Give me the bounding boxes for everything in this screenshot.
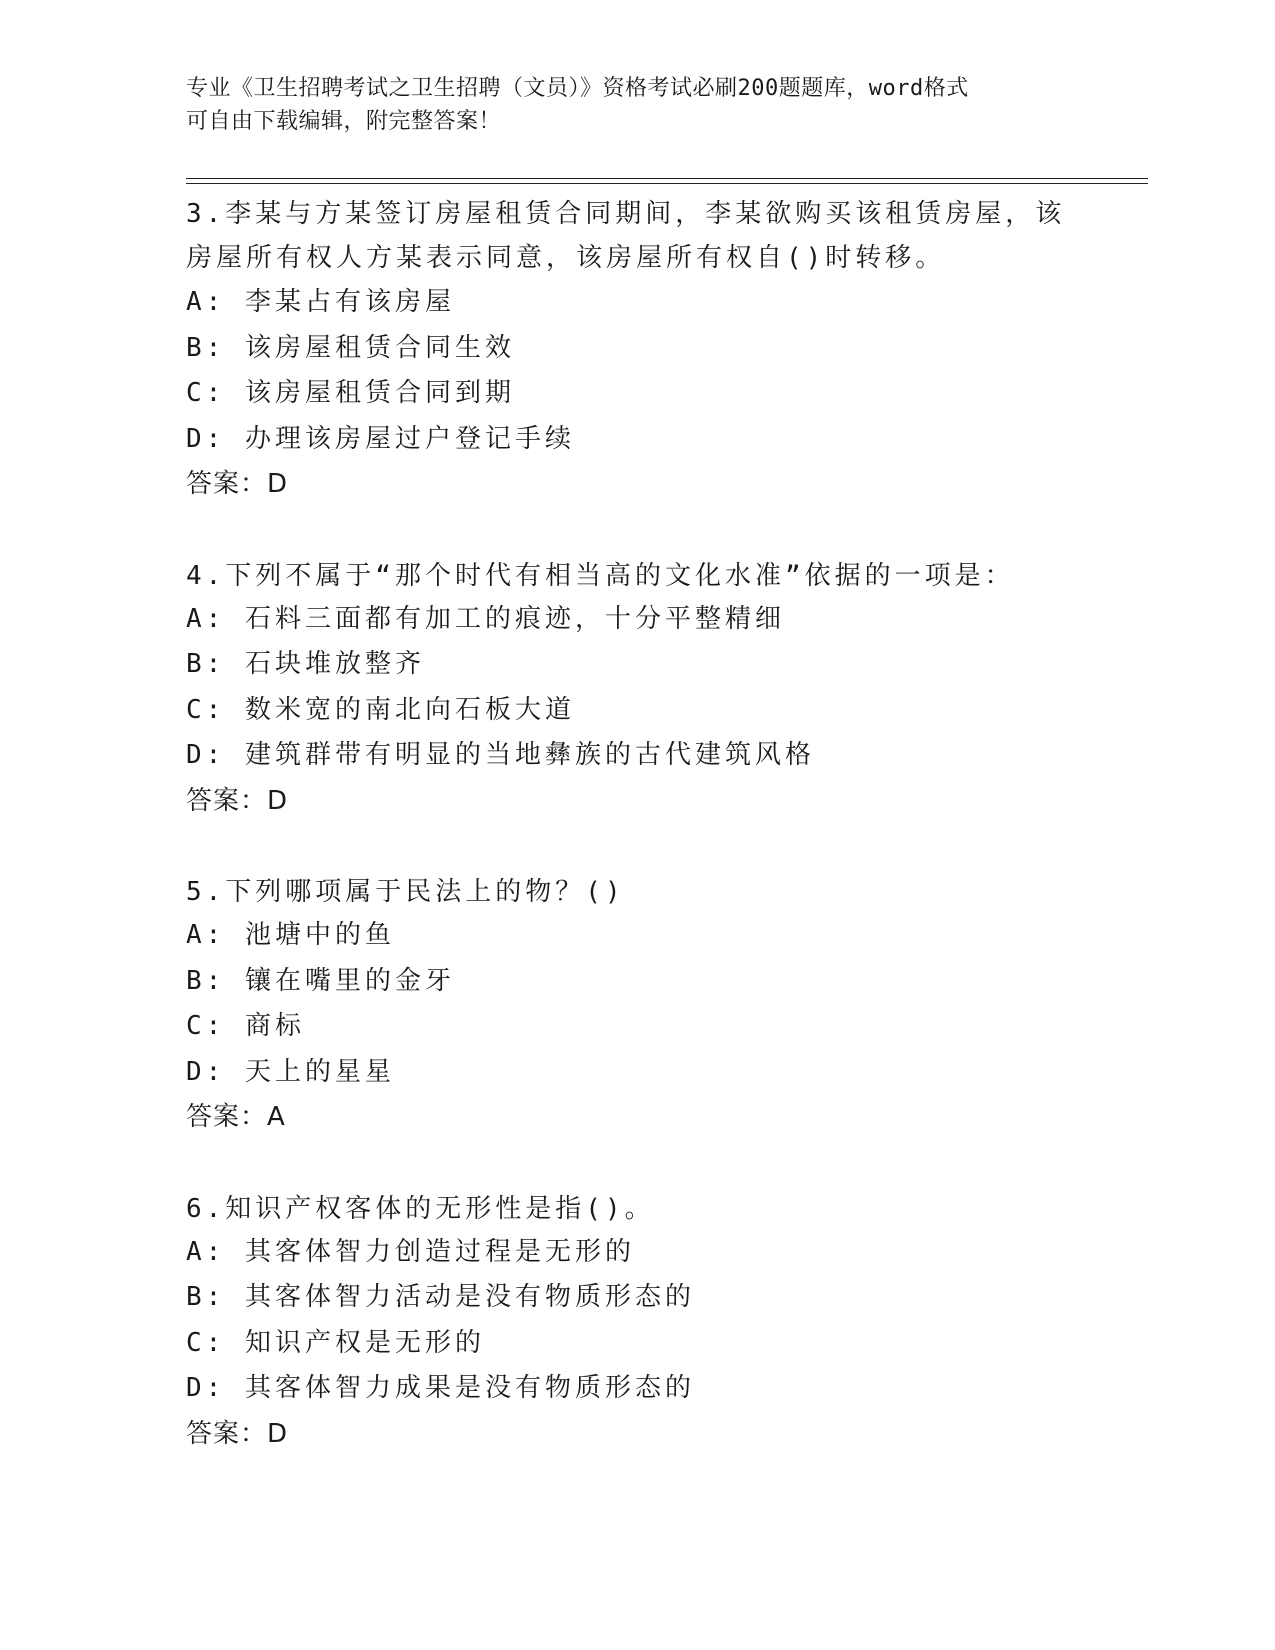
- option-c: C: 数米宽的南北向石板大道: [186, 694, 575, 725]
- option-d: D: 天上的星星: [186, 1056, 395, 1087]
- option-d: D: 办理该房屋过户登记手续: [186, 423, 575, 454]
- question-3: [186, 190, 1086, 508]
- answer-line: 答案：D: [186, 1418, 289, 1449]
- document-header: [186, 72, 1086, 138]
- question-spacer: [186, 1141, 1086, 1186]
- answer-line: 答案：D: [186, 469, 289, 499]
- answer-line: 答案：A: [186, 1102, 286, 1132]
- question-list: [186, 190, 1086, 1457]
- option-a: A: 李某占有该房屋: [186, 287, 455, 317]
- header-line-1: 专业《卫生招聘考试之卫生招聘（文员）》资格考试必刷200题题库，word格式: [186, 76, 969, 101]
- header-divider-bottom: [186, 183, 1148, 184]
- question-stem: 4.下列不属于“那个时代有相当高的文化水准”依据的一项是：: [186, 560, 1015, 591]
- option-d: D: 建筑群带有明显的当地彝族的古代建筑风格: [186, 740, 815, 770]
- option-a: A: 石料三面都有加工的痕迹，十分平整精细: [186, 603, 785, 634]
- option-c: C: 知识产权是无形的: [186, 1327, 485, 1358]
- option-d: D: 其客体智力成果是没有物质形态的: [186, 1373, 695, 1403]
- question-stem: 6.知识产权客体的无形性是指()。: [186, 1193, 655, 1224]
- option-b: B: 该房屋租赁合同生效: [186, 332, 515, 363]
- question-6: [186, 1186, 1086, 1458]
- option-c: C: 商标: [186, 1011, 305, 1041]
- option-b: B: 石块堆放整齐: [186, 649, 425, 679]
- question-stem: 3.李某与方某签订房屋租赁合同期间，李某欲购买该租赁房屋，该房屋所有权人方某表示同意，该房屋所有权自()时转移。: [186, 199, 1066, 273]
- option-b: B: 镶在嘴里的金牙: [186, 965, 455, 996]
- option-c: C: 该房屋租赁合同到期: [186, 378, 515, 408]
- question-5: [186, 869, 1086, 1141]
- question-stem: 5.下列哪项属于民法上的物？(): [186, 877, 625, 907]
- answer-line: 答案：D: [186, 785, 289, 816]
- question-spacer: [186, 508, 1086, 553]
- question-4: [186, 553, 1086, 825]
- option-b: B: 其客体智力活动是没有物质形态的: [186, 1282, 695, 1312]
- header-divider-top: [186, 178, 1148, 179]
- question-spacer: [186, 824, 1086, 869]
- option-a: A: 其客体智力创造过程是无形的: [186, 1236, 635, 1267]
- header-line-2: 可自由下载编辑，附完整答案！: [186, 109, 502, 134]
- option-a: A: 池塘中的鱼: [186, 920, 395, 950]
